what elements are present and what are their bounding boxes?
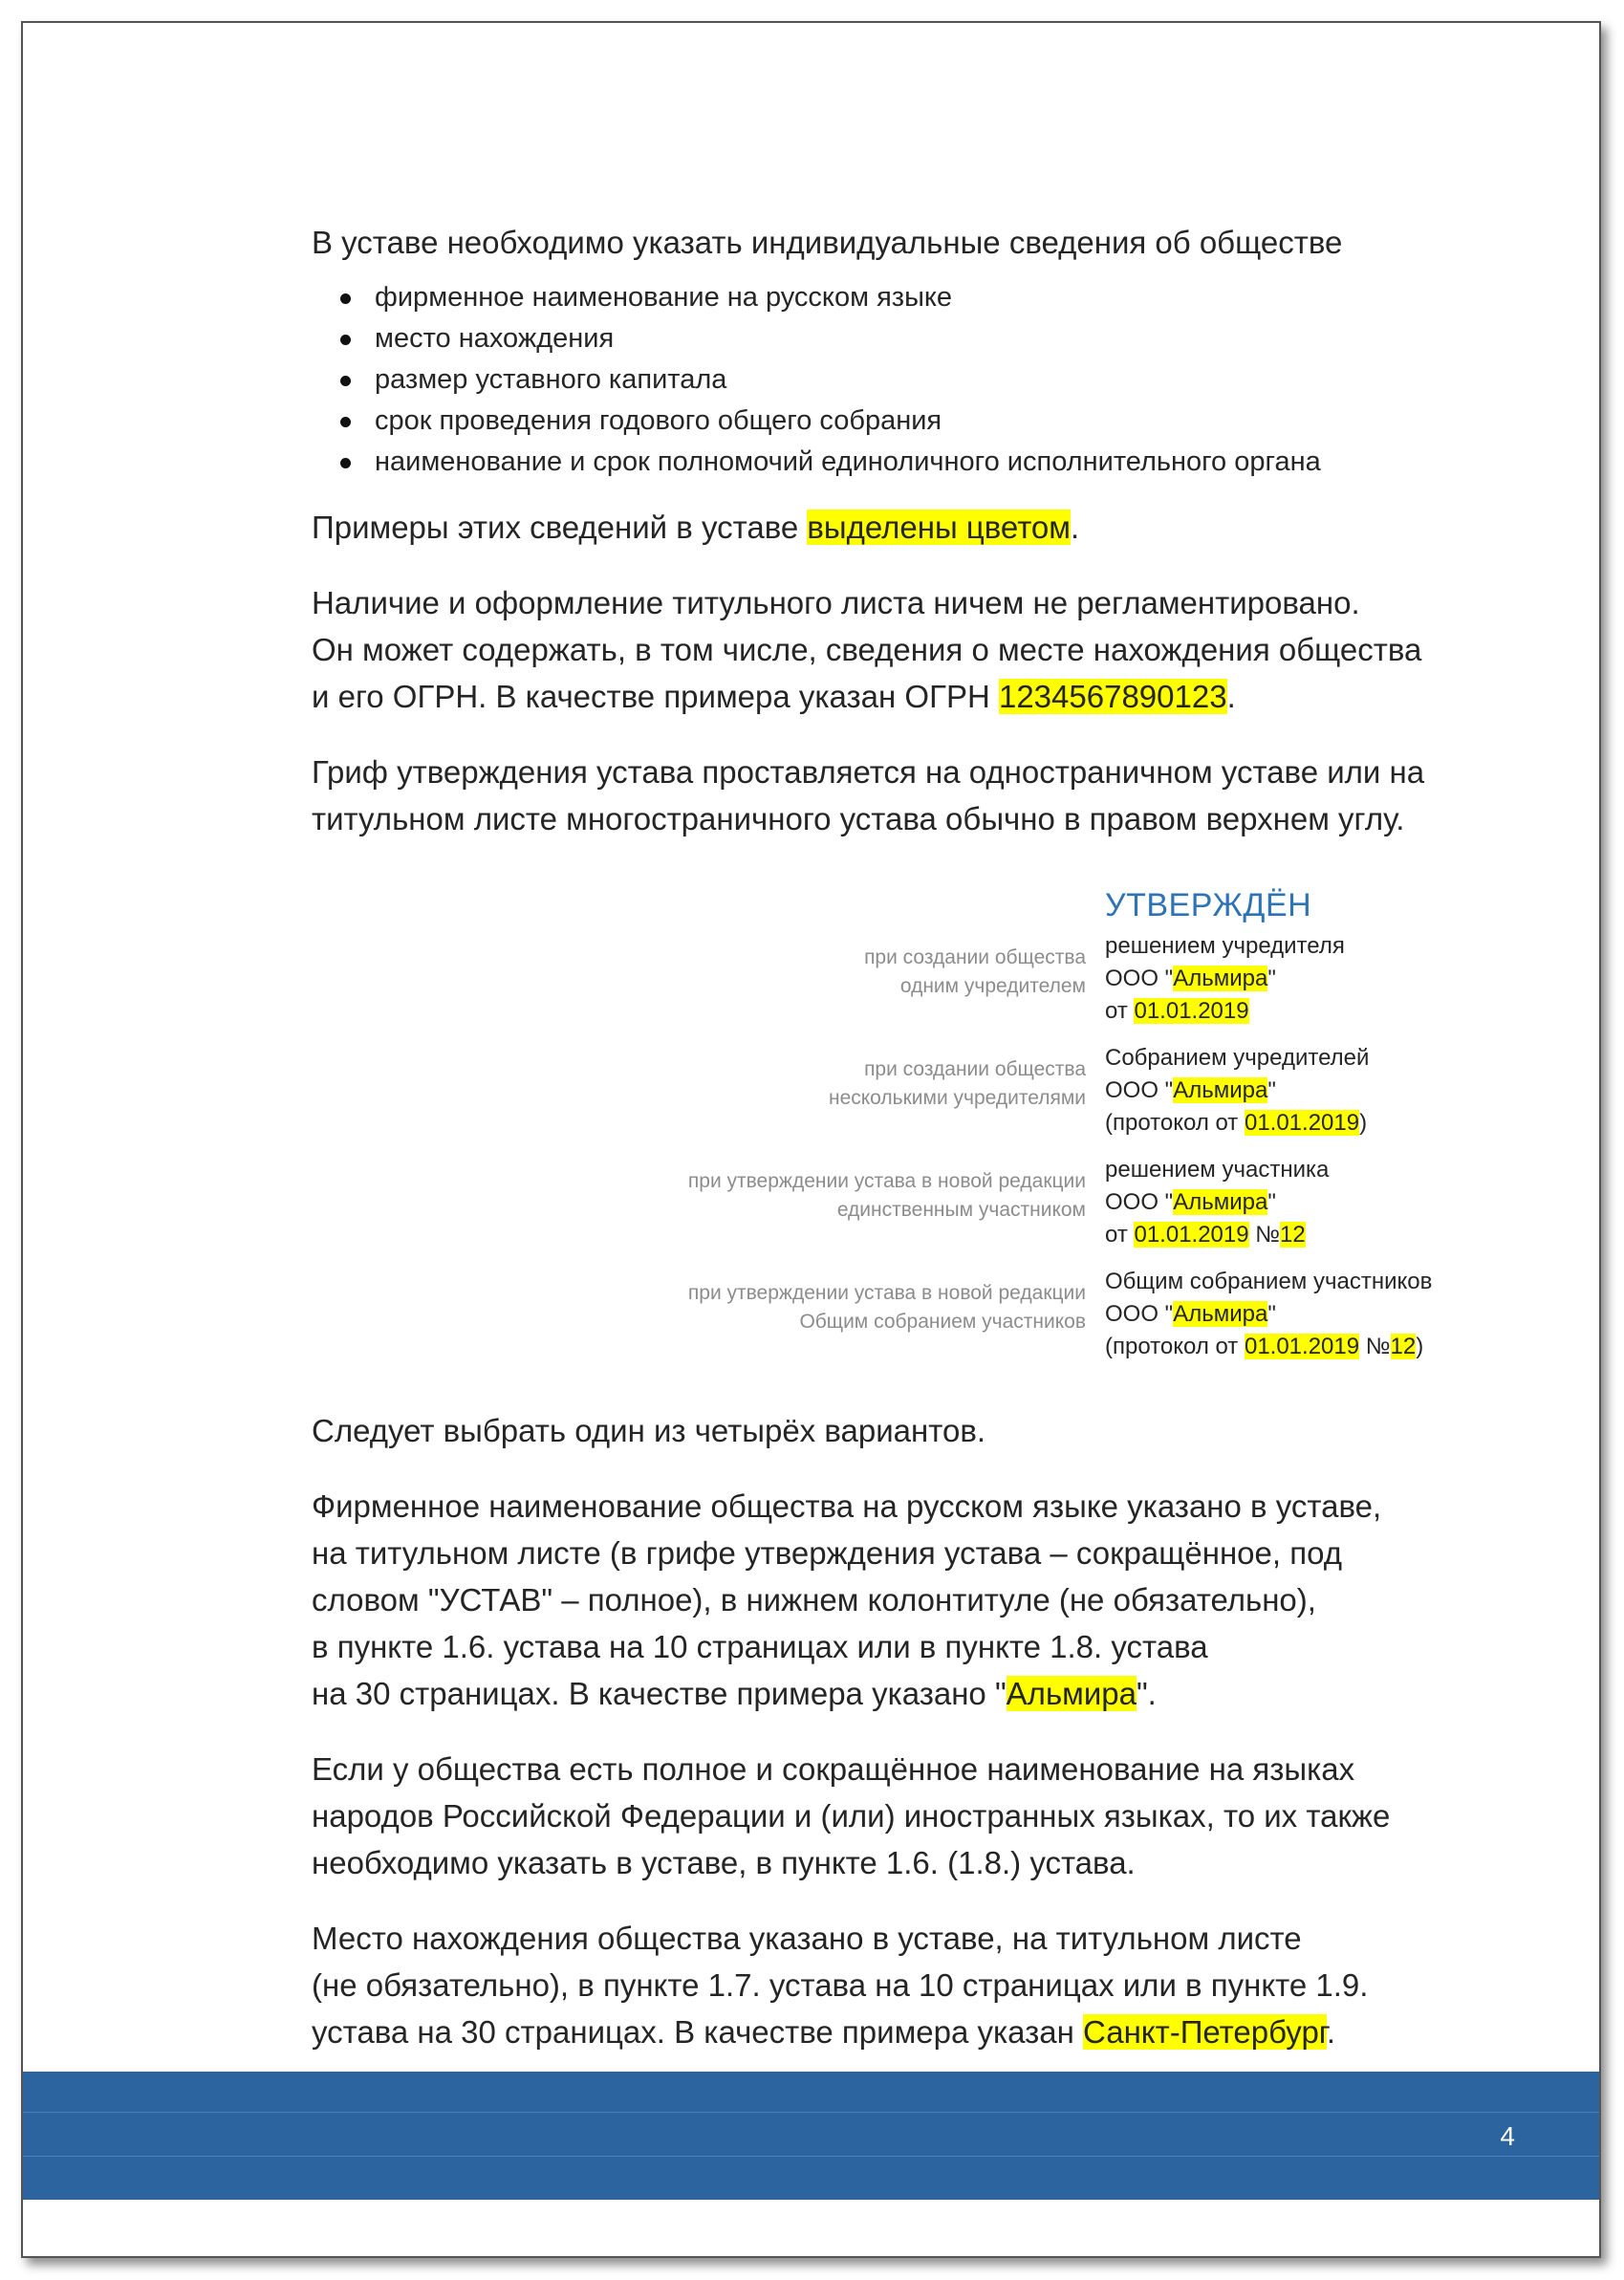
company-name: Альмира (1173, 1077, 1268, 1103)
other-names-paragraph: Если у общества есть полное и сокращённое наименование на языках народов Российской Федерации и (или) иностранных языках, то их также необходимо указать в уставе, в пункте 1.6. (1.8.) устава. (312, 1751, 1391, 1880)
approval-date: 01.01.2019 (1134, 1222, 1249, 1248)
bullet-icon (340, 376, 351, 386)
company-name: Альмира (1173, 1189, 1268, 1215)
required-info-list (312, 277, 1564, 483)
bullet-icon (340, 293, 351, 304)
bullet-icon (340, 335, 351, 345)
document-page (21, 21, 1601, 2258)
page-content (312, 219, 1564, 2055)
list-item: фирменное наименование на русском языке (312, 277, 1564, 318)
approval-date: 01.01.2019 (1134, 998, 1249, 1024)
variant-stamp: Собранием учредителей ООО "Альмира" (протокол от 01.01.2019) (1105, 1045, 1370, 1136)
variant-note: при создании общества одним учредителем (864, 946, 1086, 997)
city-name: Санкт-Петербург (1083, 2014, 1327, 2050)
variant-note: при создании общества несколькими учредителями (828, 1058, 1086, 1109)
list-item: место нахождения (312, 318, 1564, 359)
list-item: размер уставного капитала (312, 359, 1564, 401)
highlighted-text: выделены цветом (807, 510, 1071, 545)
footer-divider (23, 2112, 1599, 2113)
approval-number: 12 (1280, 1222, 1306, 1248)
company-name: Альмира (1173, 1301, 1268, 1327)
variant-note: при утверждении устава в новой редакции единственным участником (687, 1170, 1086, 1221)
page-number: 4 (1500, 2121, 1515, 2151)
choose-variant-paragraph: Следует выбрать один из четырёх вариантов. (312, 1413, 986, 1448)
company-name: Альмира (1006, 1676, 1137, 1711)
ogrn-value: 1234567890123 (998, 679, 1227, 714)
approval-date: 01.01.2019 (1244, 1110, 1360, 1136)
approval-title: УТВЕРЖДЁН (1105, 887, 1312, 923)
location-paragraph: Место нахождения общества указано в уставе, на титульном листе (не обязательно), в пункте 1.7. устава на 10 страницах или в пункте 1.9. устава на 30 страницах. В качестве примера указан Санкт-Петербург. (312, 1921, 1369, 2050)
approval-stamp-block (312, 886, 1564, 1388)
examples-paragraph: Примеры этих сведений в уставе выделены цветом. (312, 510, 1080, 545)
bullet-icon (340, 417, 351, 427)
list-item: срок проведения годового общего собрания (312, 401, 1564, 442)
page-footer (23, 2072, 1599, 2200)
grif-paragraph: Гриф утверждения устава проставляется на одностраничном уставе или на титульном листе многостраничного устава обычно в правом верхнем углу. (312, 754, 1425, 836)
title-page-paragraph: Наличие и оформление титульного листа ничем не регламентировано. Он может содержать, в том числе, сведения о месте нахождения общества и его ОГРН. В качестве примера указан ОГРН 1234567890123. (312, 585, 1422, 714)
approval-date: 01.01.2019 (1244, 1334, 1360, 1359)
footer-divider (23, 2156, 1599, 2157)
list-item: наименование и срок полномочий единоличного исполнительного органа (312, 442, 1564, 483)
bullet-icon (340, 458, 351, 468)
variant-note: при утверждении устава в новой редакции Общим собранием участников (687, 1282, 1086, 1333)
approval-number: 12 (1390, 1334, 1417, 1359)
intro-heading: В уставе необходимо указать индивидуальные сведения об обществе (312, 225, 1343, 260)
firm-name-paragraph: Фирменное наименование общества на русском языке указано в уставе, на титульном листе (в грифе утверждения устава – сокращённое, под словом "УСТАВ" – полное), в нижнем колонтитуле (не обязательно), в пункте 1.6. устава на 10 страницах или в пункте 1.8. устава на 30 страницах. В качестве примера указано "Альмира". (312, 1488, 1382, 1711)
variant-stamp: решением участника ООО "Альмира" от 01.01.2019 №12 (1105, 1157, 1330, 1248)
variant-stamp: Общим собранием участников ООО "Альмира" (протокол от 01.01.2019 №12) (1105, 1269, 1433, 1359)
company-name: Альмира (1173, 966, 1268, 991)
variant-stamp: решением учредителя ООО "Альмира" от 01.01.2019 (1105, 933, 1345, 1024)
